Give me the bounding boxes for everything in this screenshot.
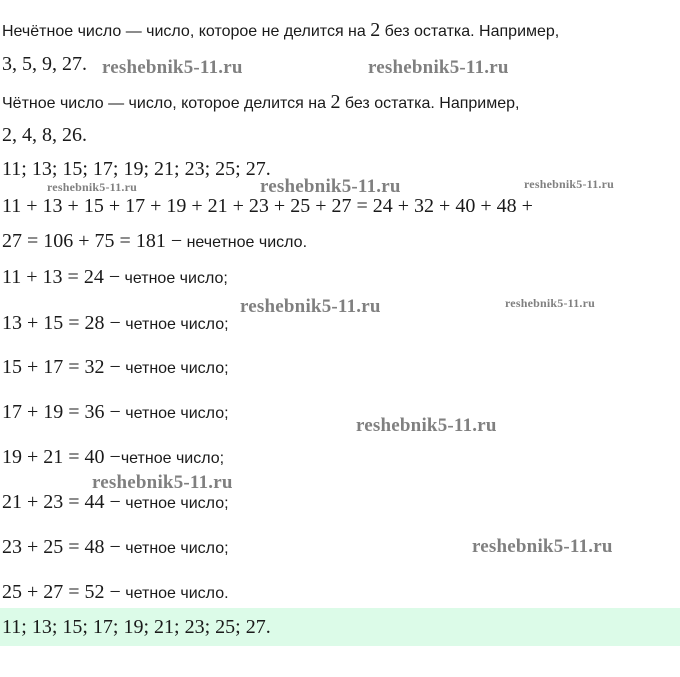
- watermark: reshebnik5-11.ru: [524, 177, 614, 191]
- odd-definition-number: 2: [370, 19, 381, 41]
- even-definition-text: Чётное число — число, которое делится на: [2, 95, 331, 112]
- watermark: reshebnik5-11.ru: [47, 180, 137, 194]
- watermark: reshebnik5-11.ru: [505, 296, 595, 310]
- watermark: reshebnik5-11.ru: [102, 57, 243, 78]
- watermark: reshebnik5-11.ru: [472, 536, 613, 557]
- odd-numbers-list: 11; 13; 15; 17; 19; 21; 23; 25; 27.: [2, 158, 271, 180]
- sum-line-2-math: 27 = 106 + 75 = 181 −: [2, 230, 183, 252]
- watermark: reshebnik5-11.ru: [240, 296, 381, 317]
- odd-definition-text: Нечётное число — число, которое не делится на: [2, 23, 371, 40]
- odd-examples: 3, 5, 9, 27.: [2, 53, 87, 75]
- pair-math: 21 + 23 = 44 −: [2, 491, 121, 513]
- pair-text: четное число;: [120, 495, 229, 512]
- watermark: reshebnik5-11.ru: [356, 415, 497, 436]
- pair-math: 11 + 13 = 24 −: [2, 266, 121, 288]
- sum-line-2-text: нечетное число.: [182, 234, 308, 251]
- answer-line: 11; 13; 15; 17; 19; 21; 23; 25; 27.: [2, 616, 271, 638]
- pair-line: [2, 266, 228, 289]
- even-definition-number: 2: [330, 91, 341, 113]
- odd-definition-tail: без остатка. Например,: [380, 23, 560, 40]
- even-definition-tail: без остатка. Например,: [340, 95, 520, 112]
- watermark: reshebnik5-11.ru: [260, 176, 401, 197]
- even-definition: [2, 91, 519, 114]
- sum-line-2: [2, 230, 307, 253]
- pair-line: [2, 356, 229, 379]
- pair-text: четное число;: [120, 316, 229, 333]
- pair-line: [2, 446, 224, 469]
- pair-text: четное число.: [120, 585, 229, 602]
- pair-text: четное число;: [120, 540, 229, 557]
- pair-math: 17 + 19 = 36 −: [2, 401, 121, 423]
- pair-math: 13 + 15 = 28 −: [2, 312, 121, 334]
- pair-line: [2, 536, 229, 559]
- pair-text: четное число;: [120, 270, 228, 287]
- pair-math: 19 + 21 = 40 −: [2, 446, 121, 468]
- watermark: reshebnik5-11.ru: [92, 472, 233, 493]
- even-examples: 2, 4, 8, 26.: [2, 124, 87, 146]
- watermark: reshebnik5-11.ru: [368, 57, 509, 78]
- pair-text: четное число;: [120, 405, 229, 422]
- pair-text: четное число;: [120, 360, 229, 377]
- pair-math: 15 + 17 = 32 −: [2, 356, 121, 378]
- odd-definition: [2, 19, 559, 42]
- pair-line: [2, 491, 229, 514]
- pair-line: [2, 581, 229, 604]
- pair-math: 25 + 27 = 52 −: [2, 581, 121, 603]
- pair-math: 23 + 25 = 48 −: [2, 536, 121, 558]
- pair-line: [2, 401, 229, 424]
- pair-text: четное число;: [120, 450, 225, 467]
- sum-line-1: 11 + 13 + 15 + 17 + 19 + 21 + 23 + 25 + 27 = 24 + 32 + 40 + 48 +: [2, 195, 533, 217]
- pair-line: [2, 312, 229, 335]
